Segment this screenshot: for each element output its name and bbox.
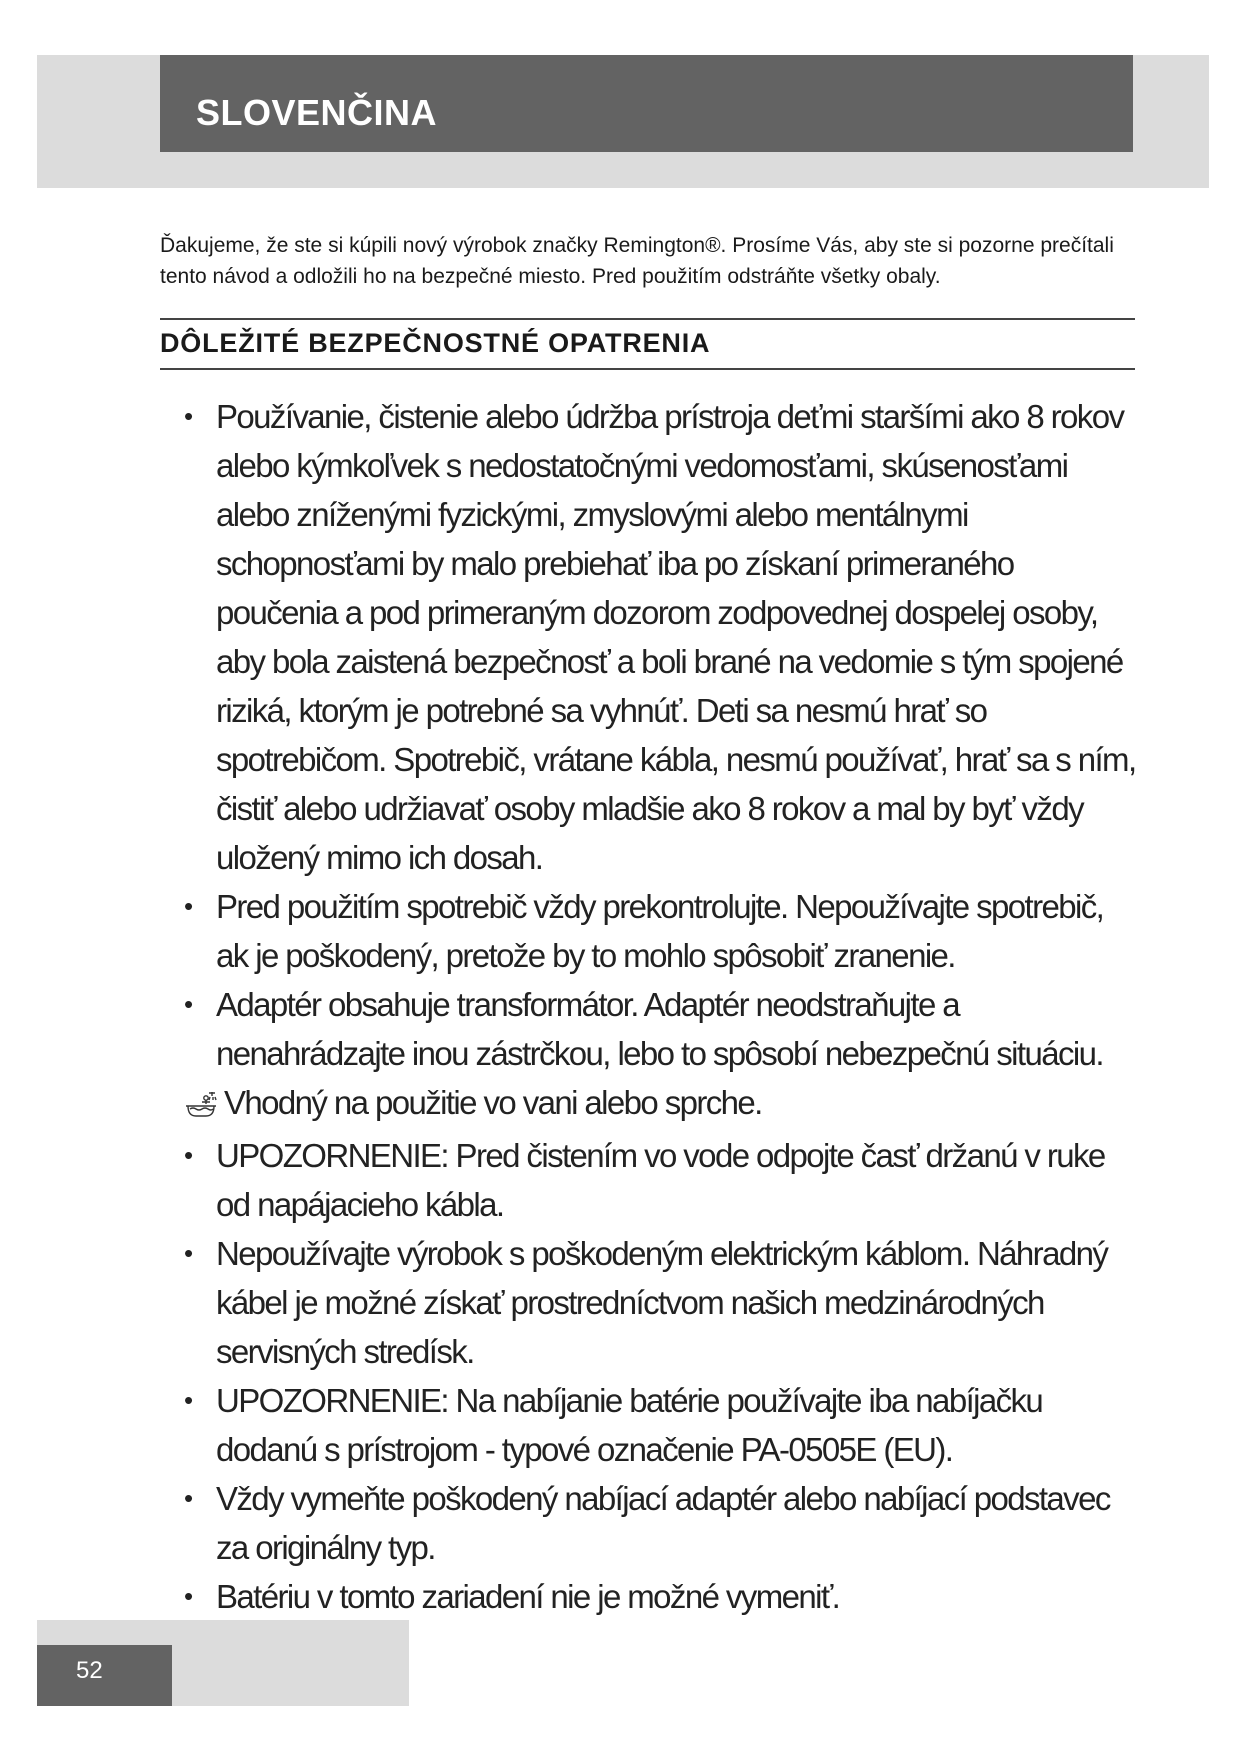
bullet-marker: • bbox=[184, 891, 192, 921]
page-number-box bbox=[37, 1645, 172, 1706]
list-item bbox=[150, 1376, 1140, 1474]
page-number: 52 bbox=[76, 1657, 103, 1684]
list-item-text: UPOZORNENIE: Pred čistením vo vode odpojte časť držanú v ruke od napájacieho kábla. bbox=[216, 1137, 1105, 1223]
bullet-marker: • bbox=[184, 1581, 192, 1611]
list-item-text: Vždy vymeňte poškodený nabíjací adaptér alebo nabíjací podstavec za originálny typ. bbox=[216, 1480, 1110, 1566]
list-item bbox=[150, 1572, 1140, 1621]
heading-rule-top bbox=[160, 318, 1135, 320]
bullet-marker: • bbox=[184, 989, 192, 1019]
list-item bbox=[150, 1078, 1140, 1131]
list-item-text: Pred použitím spotrebič vždy prekontrolujte. Nepoužívajte spotrebič, ak je poškodený, pretože by to mohlo spôsobiť zranenie. bbox=[216, 888, 1104, 974]
list-item bbox=[150, 392, 1140, 882]
heading-rule-bottom bbox=[160, 368, 1135, 370]
list-item bbox=[150, 1131, 1140, 1229]
list-item-text: Adaptér obsahuje transformátor. Adaptér neodstraňujte a nenahrádzajte inou zástrčkou, lebo to spôsobí nebezpečnú situáciu. bbox=[216, 986, 1103, 1072]
list-item bbox=[150, 1474, 1140, 1572]
bullet-marker: • bbox=[184, 1483, 192, 1513]
list-item-text: Nepoužívajte výrobok s poškodeným elektrickým káblom. Náhradný kábel je možné získať prostredníctvom našich medzinárodných servisných stredísk. bbox=[216, 1235, 1108, 1370]
list-item bbox=[150, 1229, 1140, 1376]
list-item-text: Používanie, čistenie alebo údržba prístroja deťmi staršími ako 8 rokov alebo kýmkoľvek s nedostatočnými vedomosťami, skúsenosťami alebo zníženými fyzickými, zmyslovými alebo mentálnymi schopnosťami by malo prebiehať iba po získaní primeraného poučenia a pod primeraným dozorom zodpovednej dospelej osoby, aby bola zaistená bezpečnosť a boli brané na vedomie s tým spojené riziká, ktorým je potrebné sa vyhnúť. Deti sa nesmú hrať so spotrebičom. Spotrebič, vrátane kábla, nesmú používať, hrať sa s ním, čistiť alebo udržiavať osoby mladšie ako 8 rokov a mal by byť vždy uložený mimo ich dosah. bbox=[216, 398, 1136, 876]
safety-list bbox=[150, 392, 1140, 1621]
intro-paragraph: Ďakujeme, že ste si kúpili nový výrobok značky Remington®. Prosíme Vás, aby ste si pozorne prečítali tento návod a odložili ho na bezpečné miesto. Pred použitím odstráňte všetky obaly. bbox=[160, 234, 1114, 288]
list-item bbox=[150, 882, 1140, 980]
section-heading: DÔLEŽITÉ BEZPEČNOSTNÉ OPATRENIA bbox=[160, 328, 711, 358]
page-title: SLOVENČINA bbox=[196, 92, 438, 133]
bullet-marker: • bbox=[184, 1238, 192, 1268]
list-item-text: UPOZORNENIE: Na nabíjanie batérie používajte iba nabíjačku dodanú s prístrojom - typové označenie PA-0505E (EU). bbox=[216, 1382, 1043, 1468]
list-item-text: Batériu v tomto zariadení nie je možné vymeniť. bbox=[216, 1578, 840, 1615]
list-item-text: Vhodný na použitie vo vani alebo sprche. bbox=[224, 1084, 762, 1121]
bath-shower-icon bbox=[184, 1082, 224, 1131]
list-item bbox=[150, 980, 1140, 1078]
bullet-marker: • bbox=[184, 1140, 192, 1170]
bullet-marker: • bbox=[184, 401, 192, 431]
bullet-marker: • bbox=[184, 1385, 192, 1415]
